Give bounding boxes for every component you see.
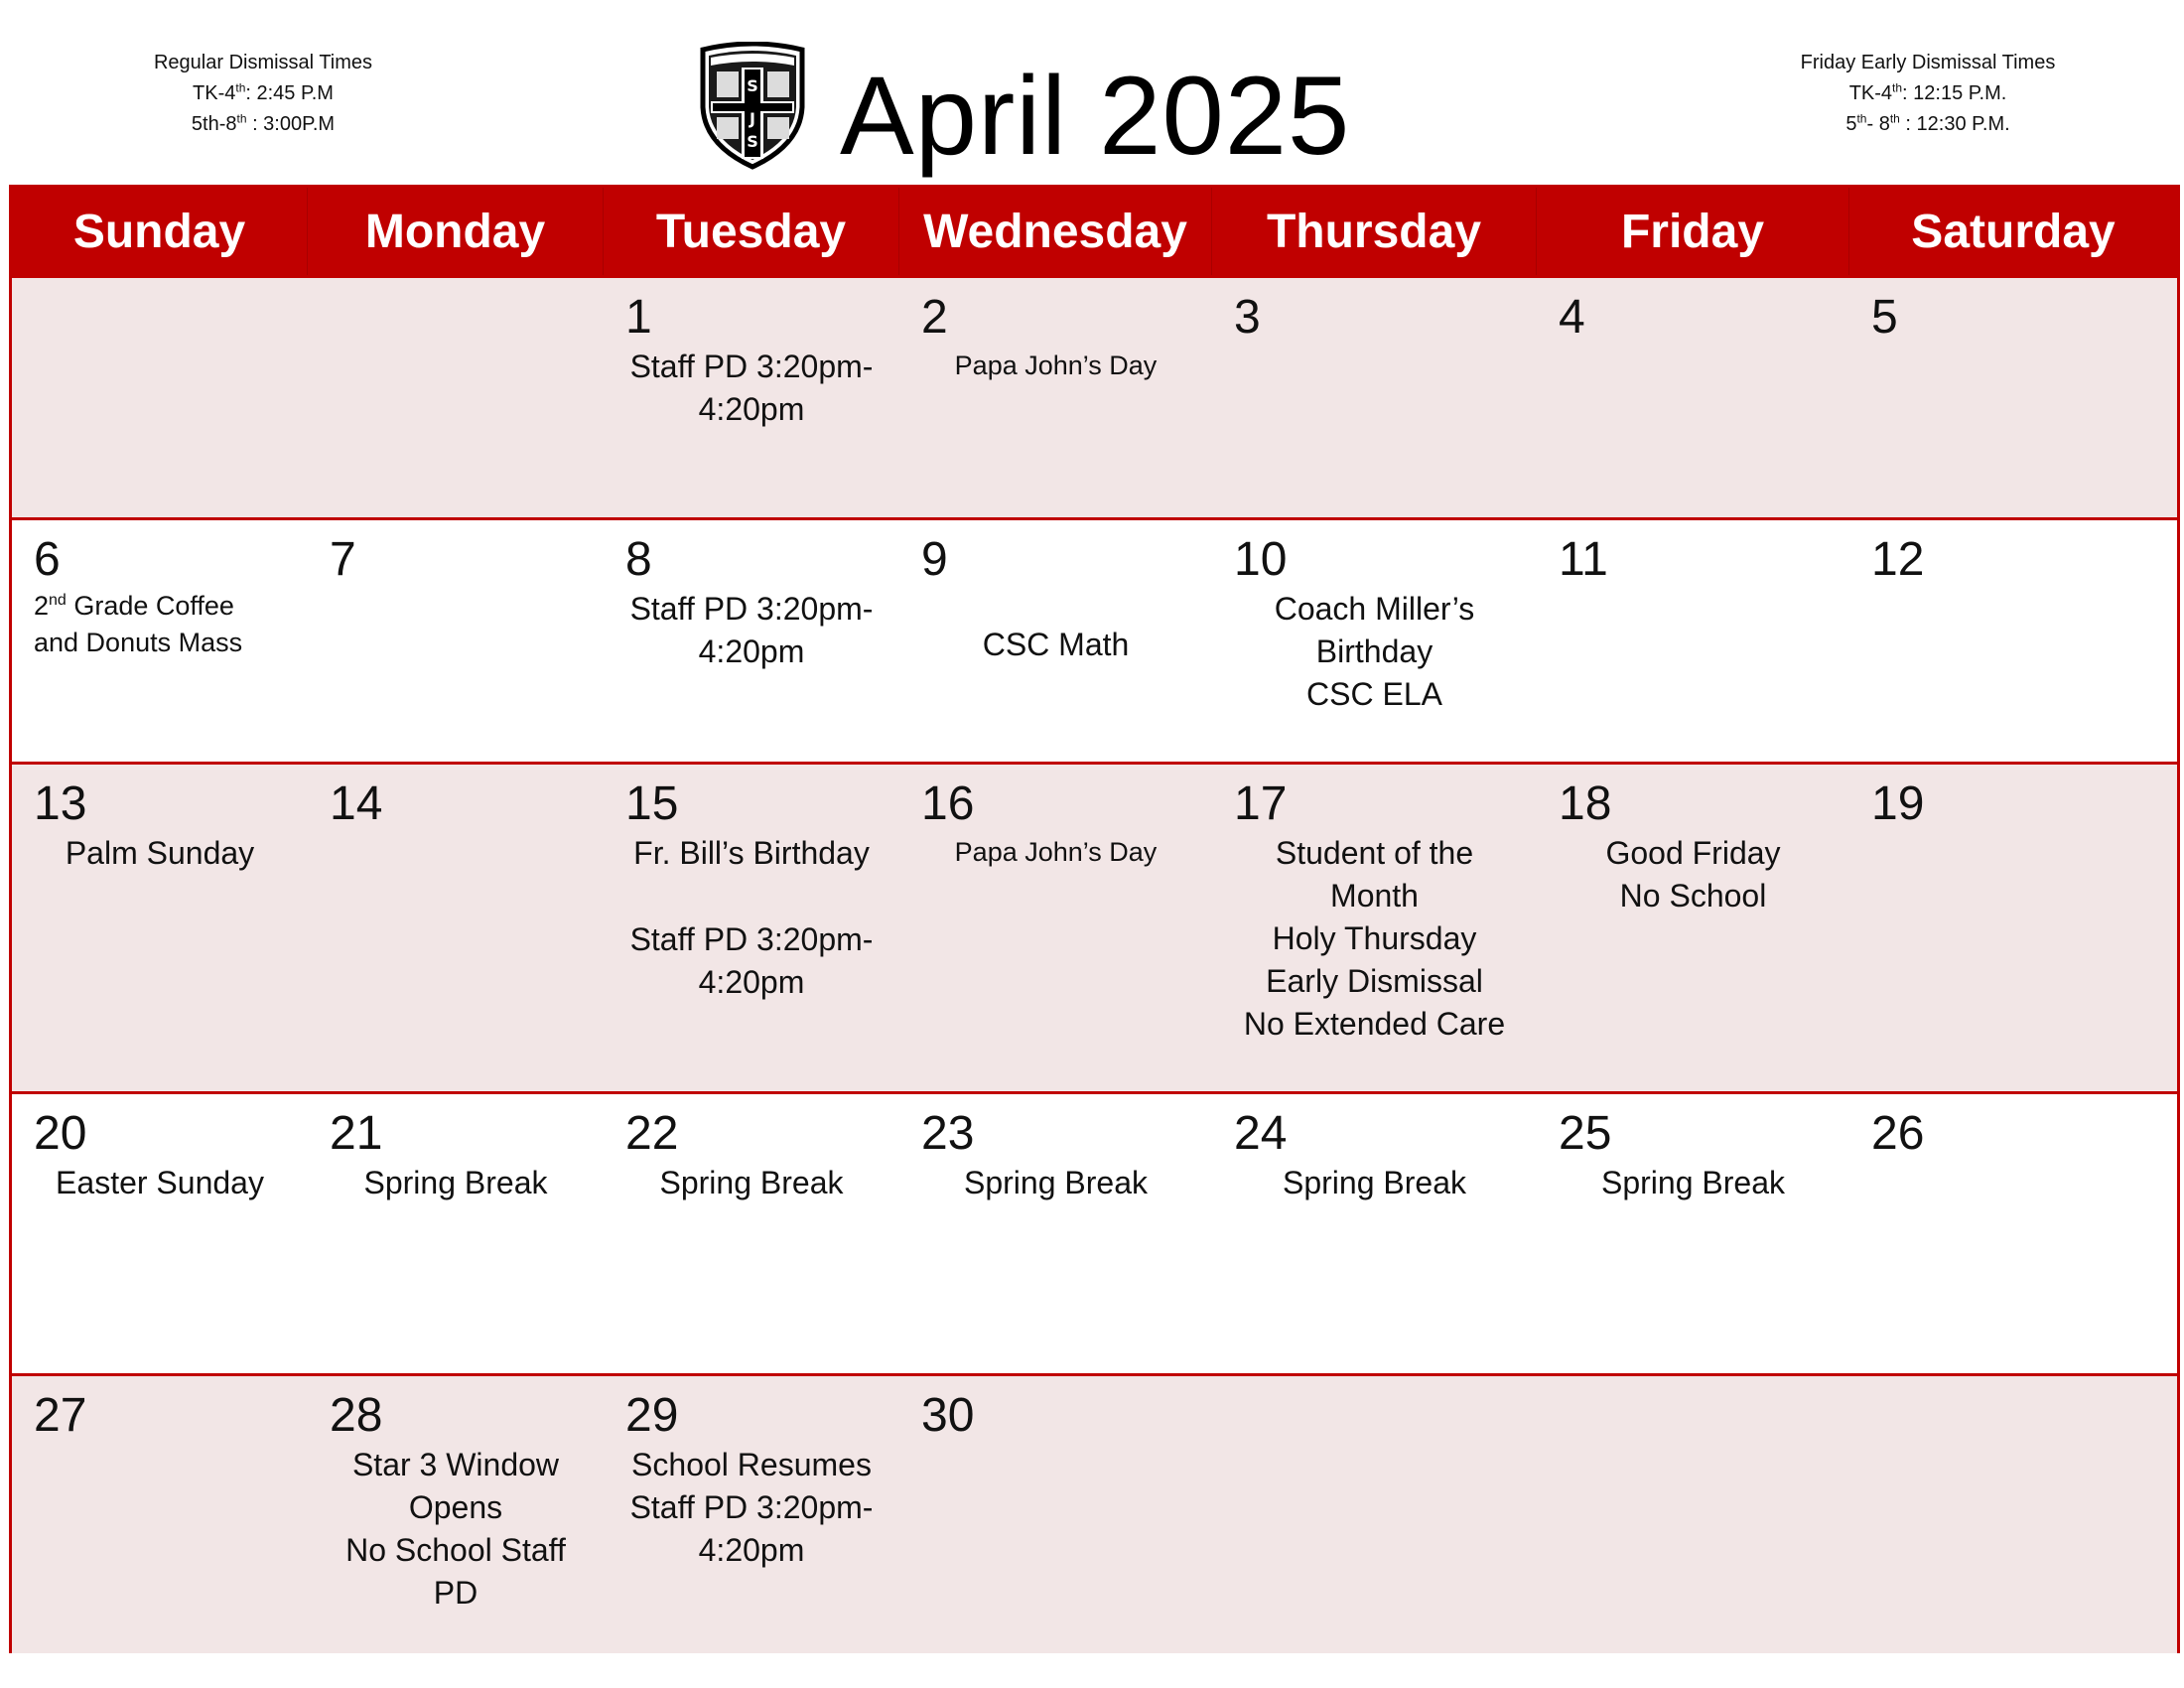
event-line: 2nd Grade Coffee [34,591,234,621]
day-cell [308,1376,604,1653]
weekday-sunday: Sunday [12,188,308,275]
day-number: 5 [1871,291,1898,344]
day-cell [1537,765,1849,1091]
week-row-2 [12,517,2177,762]
day-cell [1537,520,1849,762]
event-line: Spring Break [1601,1165,1785,1200]
friday-dismissal-line-2: 5th- 8th : 12:30 P.M. [1845,111,2010,135]
day-events [330,1444,582,1615]
day-cell-empty [1849,1376,2177,1653]
day-events [34,588,286,661]
day-number: 15 [625,777,679,830]
day-events [625,588,878,673]
event-line: 4:20pm [698,1532,805,1568]
day-number: 4 [1559,291,1585,344]
day-number: 1 [625,291,652,344]
day-cell [899,520,1212,762]
day-cell [604,520,899,762]
day-cell-empty [1212,1376,1537,1653]
event-line: and Donuts Mass [34,628,243,657]
day-cell [899,1376,1212,1653]
day-number: 7 [330,533,356,586]
day-number: 23 [921,1107,975,1160]
calendar-grid [9,185,2180,1653]
day-number: 8 [625,533,652,586]
day-number: 20 [34,1107,87,1160]
event-line: No Extended Care [1243,1006,1506,1042]
friday-dismissal-line-1: TK-4th: 12:15 P.M. [1848,80,2007,104]
day-number: 25 [1559,1107,1612,1160]
day-events [625,832,878,1004]
regular-dismissal-heading: Regular Dismissal Times [153,52,373,73]
day-cell [1537,1094,1849,1373]
day-events [625,1444,878,1572]
day-cell [1212,765,1537,1091]
day-number: 28 [330,1389,383,1442]
day-events [1234,1162,1515,1204]
event-line: Staff PD 3:20pm- [629,921,874,957]
day-number: 18 [1559,777,1612,830]
event-line: 4:20pm [698,633,805,669]
day-events [625,1162,878,1204]
day-cell [899,1094,1212,1373]
day-cell [12,1376,308,1653]
event-line: Palm Sunday [65,835,255,871]
weekday-friday: Friday [1537,188,1849,275]
day-number: 17 [1234,777,1288,830]
weekday-thursday: Thursday [1212,188,1537,275]
day-events [1559,832,1828,917]
event-line: CSC Math [982,627,1130,662]
weekday-tuesday: Tuesday [604,188,899,275]
week-row-1 [12,275,2177,517]
day-cell [1212,1094,1537,1373]
day-events [1559,1162,1828,1204]
event-line: Spring Break [964,1165,1148,1200]
day-events [921,1162,1190,1204]
day-number: 29 [625,1389,679,1442]
day-cell [12,1094,308,1373]
event-line: Star 3 Window [351,1447,560,1482]
day-events [330,1162,582,1204]
day-events [921,832,1190,872]
day-events [921,346,1190,385]
day-number: 14 [330,777,383,830]
day-cell [12,765,308,1091]
week-row-5 [12,1373,2177,1653]
day-cell [308,765,604,1091]
day-events [625,346,878,431]
event-line: Papa John’s Day [954,837,1158,867]
regular-dismissal-line-2: 5th-8th : 3:00P.M [191,111,336,135]
event-line: Early Dismissal [1266,963,1483,999]
event-line: Spring Break [659,1165,844,1200]
event-line: Birthday [1315,633,1433,669]
day-events [1234,588,1515,716]
friday-dismissal-heading: Friday Early Dismissal Times [1800,52,2056,73]
day-number: 2 [921,291,948,344]
day-number: 9 [921,533,948,586]
weekday-wednesday: Wednesday [899,188,1212,275]
event-line: Good Friday [1605,835,1781,871]
day-cell [308,520,604,762]
day-number: 6 [34,533,61,586]
day-cell-empty [308,278,604,517]
weekday-saturday: Saturday [1911,205,2116,258]
day-number: 10 [1234,533,1288,586]
event-line: PD [433,1575,478,1611]
event-line: 4:20pm [698,391,805,427]
day-number: 16 [921,777,975,830]
day-cell [12,520,308,762]
day-events [34,832,286,875]
event-spacer [625,875,878,918]
event-line: Opens [408,1489,503,1525]
event-line: Fr. Bill’s Birthday [633,835,870,871]
event-line: Spring Break [1283,1165,1466,1200]
event-line: Easter Sunday [56,1165,264,1200]
weekday-monday: Monday [308,188,604,275]
event-line: Papa John’s Day [954,351,1158,380]
event-line: Month [1330,878,1419,914]
day-number: 22 [625,1107,679,1160]
day-cell [1849,765,2177,1091]
day-number: 21 [330,1107,383,1160]
day-number: 30 [921,1389,975,1442]
day-number: 24 [1234,1107,1288,1160]
regular-dismissal-line-1: TK-4th: 2:45 P.M [193,80,334,104]
day-number: 27 [34,1389,87,1442]
day-events [34,1162,286,1204]
day-cell [1849,278,2177,517]
event-line: Student of the [1275,835,1474,871]
page-title: April 2025 [840,54,1351,178]
event-line: Staff PD 3:20pm- [629,349,874,384]
day-cell [1212,278,1537,517]
day-number: 3 [1234,291,1261,344]
day-number: 12 [1871,533,1925,586]
friday-dismissal-note [1739,48,2116,140]
event-line: 4:20pm [698,964,805,1000]
event-line: No School Staff [345,1532,566,1568]
day-cell [308,1094,604,1373]
event-line: Spring Break [363,1165,548,1200]
regular-dismissal-note [74,48,452,140]
event-line: School Resumes [631,1447,872,1482]
event-line: Holy Thursday [1272,920,1477,956]
event-line: Coach Miller’s [1274,591,1475,627]
day-cell [604,1094,899,1373]
day-cell [899,765,1212,1091]
svg-text:S: S [747,132,758,151]
day-number: 19 [1871,777,1925,830]
event-line: Staff PD 3:20pm- [629,591,874,627]
day-cell [899,278,1212,517]
weekday-header-row [12,188,2177,275]
week-row-3 [12,762,2177,1091]
day-cell [604,1376,899,1653]
day-events [1234,832,1515,1046]
event-line: Staff PD 3:20pm- [629,1489,874,1525]
day-cell [1537,278,1849,517]
day-number: 11 [1559,533,1608,586]
week-row-4 [12,1091,2177,1373]
school-crest-logo [695,42,810,171]
day-cell [604,278,899,517]
svg-text:J: J [750,109,755,128]
day-cell [1849,1094,2177,1373]
day-number: 26 [1871,1107,1925,1160]
day-cell [1849,520,2177,762]
day-events [921,624,1190,666]
day-cell-empty [1537,1376,1849,1653]
day-cell [1212,520,1537,762]
svg-text:S: S [747,76,758,95]
event-line: CSC ELA [1306,676,1442,712]
day-number: 13 [34,777,87,830]
day-cell [604,765,899,1091]
day-cell-empty [12,278,308,517]
event-line: No School [1619,878,1767,914]
